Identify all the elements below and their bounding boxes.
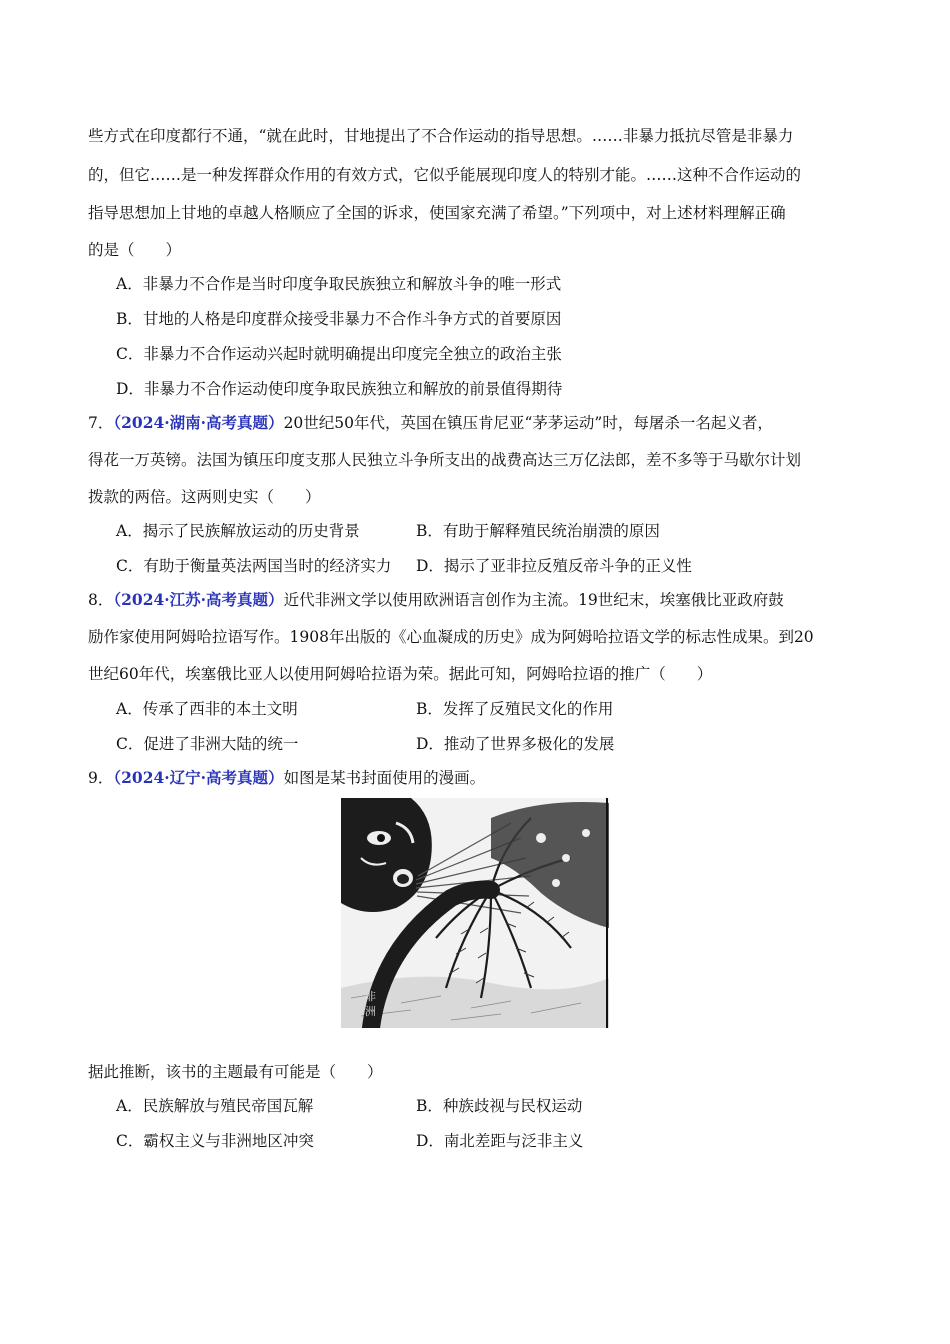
cartoon-figure <box>341 798 609 1028</box>
q7-source: （2024·湖南·高考真题） <box>113 413 284 432</box>
q8-option-c: C．促进了非洲大陆的统一 <box>116 735 299 753</box>
q7-first-line: 20世纪50年代，英国在镇压肯尼亚“茅茅运动”时，每屠杀一名起义者， <box>283 414 773 432</box>
q8-option-a: A．传承了西非的本土文明 <box>116 700 298 718</box>
cartoon-illustration <box>341 798 609 1028</box>
q7-option-c: C．有助于衡量英法两国当时的经济实力 <box>116 557 392 575</box>
q7-option-b: B．有助于解释殖民统治崩溃的原因 <box>416 522 660 540</box>
q6-option-a: A．非暴力不合作是当时印度争取民族独立和解放斗争的唯一形式 <box>116 275 562 293</box>
q9-option-b: B．种族歧视与民权运动 <box>416 1097 583 1115</box>
q6-stem-line-4: 的是（ ） <box>88 241 182 259</box>
q9-source: （2024·辽宁·高考真题） <box>113 768 284 787</box>
q6-option-b: B．甘地的人格是印度群众接受非暴力不合作斗争方式的首要原因 <box>116 310 562 328</box>
q8-number: 8． <box>88 591 114 609</box>
q9-option-c: C．霸权主义与非洲地区冲突 <box>116 1132 314 1150</box>
q8-source: （2024·江苏·高考真题） <box>113 590 284 609</box>
q7-stem-line-3: 拨款的两倍。这两则史实（ ） <box>88 488 321 506</box>
q8-first-line: 近代非洲文学以使用欧洲语言创作为主流。19世纪末，埃塞俄比亚政府鼓 <box>283 591 784 609</box>
q9-number: 9． <box>88 769 114 787</box>
q9-stem-line-1 <box>88 768 872 788</box>
q7-stem-line-1 <box>88 413 872 433</box>
q8-option-b: B．发挥了反殖民文化的作用 <box>416 700 614 718</box>
q6-stem-line-2: 的，但它……是一种发挥群众作用的有效方式，它似乎能展现印度人的特别才能。……这种不合作运动的 <box>88 166 802 184</box>
q9-first-line: 如图是某书封面使用的漫画。 <box>283 769 486 787</box>
q7-stem-line-2: 得花一万英镑。法国为镇压印度支那人民独立斗争所支出的战费高达三万亿法郎，差不多等于马歇尔计划 <box>88 451 802 469</box>
q8-stem-line-3: 世纪60年代，埃塞俄比亚人以使用阿姆哈拉语为荣。据此可知，阿姆哈拉语的推广（ ） <box>88 665 713 683</box>
q9-option-d: D．南北差距与泛非主义 <box>416 1132 584 1150</box>
figure-label-1: 非 <box>365 990 376 1003</box>
q7-option-a: A．揭示了民族解放运动的历史背景 <box>116 522 360 540</box>
q8-option-d: D．推动了世界多极化的发展 <box>416 735 615 753</box>
q7-number: 7． <box>88 414 114 432</box>
q9-option-a: A．民族解放与殖民帝国瓦解 <box>116 1097 314 1115</box>
q6-stem-line-3: 指导思想加上甘地的卓越人格顺应了全国的诉求，使国家充满了希望。”下列项中，对上述材料理解正确 <box>88 204 786 222</box>
q9-question-line: 据此推断，该书的主题最有可能是（ ） <box>88 1063 383 1081</box>
q7-option-d: D．揭示了亚非拉反殖反帝斗争的正义性 <box>416 557 692 575</box>
q6-stem-line-1: 些方式在印度都行不通，“就在此时，甘地提出了不合作运动的指导思想。……非暴力抵抗尽管是非暴力 <box>88 127 794 145</box>
q6-option-c: C．非暴力不合作运动兴起时就明确提出印度完全独立的政治主张 <box>116 345 562 363</box>
q6-option-d: D．非暴力不合作运动使印度争取民族独立和解放的前景值得期待 <box>116 380 563 398</box>
q8-stem-line-2: 励作家使用阿姆哈拉语写作。1908年出版的《心血凝成的历史》成为阿姆哈拉语文学的标志性成果。到20 <box>88 628 814 646</box>
q8-stem-line-1 <box>88 590 872 610</box>
figure-label-2: 洲 <box>365 1005 376 1018</box>
